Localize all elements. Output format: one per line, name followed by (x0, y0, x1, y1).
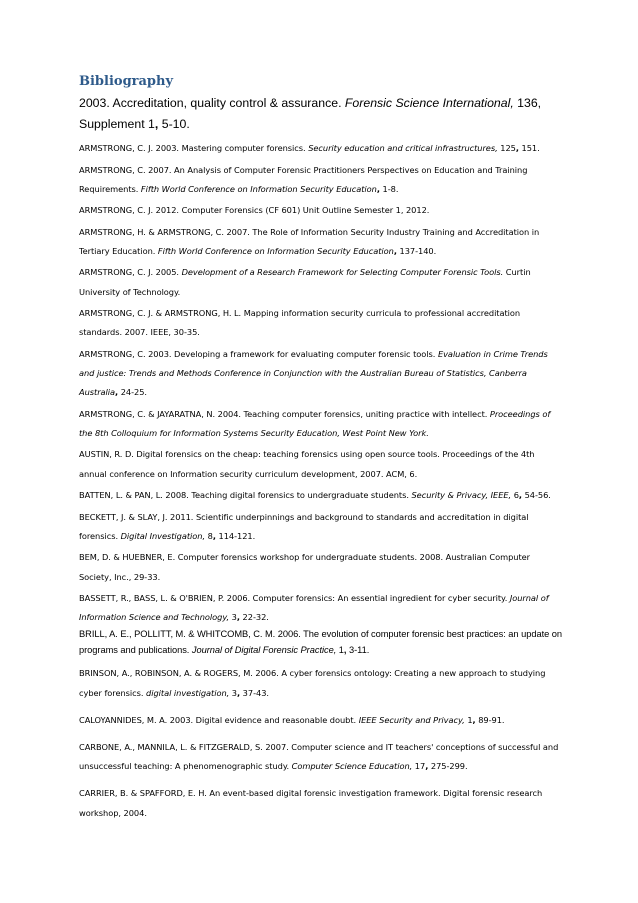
bibliography-entry: ARMSTRONG, C. J. 2012. Computer Forensics (CF 601) Unit Outline Semester 1, 2012. (79, 205, 430, 216)
bibliography-entry: BEM, D. & HUEBNER, E. Computer forensics workshop for undergraduate students. 2008. Australian Computer Society, Inc., 29-33. (79, 552, 531, 582)
bibliography-entry: BECKETT, J. & SLAY, J. 2011. Scientific underpinnings and background to standards and accreditation in digital forensics. Digital Investigation, 8, 114-121. (79, 511, 529, 541)
bibliography-entry: BRINSON, A., ROBINSON, A. & ROGERS, M. 2006. A cyber forensics ontology: Creating a new approach to studying cyber forensics. digital investigation, 3, 37-43. (79, 668, 546, 698)
bibliography-section (79, 73, 563, 825)
bibliography-entry: CALOYANNIDES, M. A. 2003. Digital evidence and reasonable doubt. IEEE Security and Privacy, 1, 89-91. (79, 714, 505, 725)
bibliography-entry: CARRIER, B. & SPAFFORD, E. H. An event-based digital forensic investigation framework. Digital forensic research workshop, 2004. (79, 788, 543, 818)
bibliography-entry: ARMSTRONG, C. J. & ARMSTRONG, H. L. Mapping information security curricula to professional accreditation standards. 2007. IEEE, 30-35. (79, 308, 521, 338)
bibliography-entry: CARBONE, A., MANNILA, L. & FITZGERALD, S. 2007. Computer science and IT teachers' conceptions of successful and unsuccessful teaching: A phenomenographic study. Computer Science Education, 17, 275-299. (79, 742, 559, 772)
bibliography-entry: ARMSTRONG, C. & JAYARATNA, N. 2004. Teaching computer forensics, uniting practice with intellect. Proceedings of the 8th Colloquium for Information Systems Security Education, West Point New York. (79, 408, 551, 438)
bibliography-entry: 2003. Accreditation, quality control & assurance. Forensic Science International, 136, Supplement 1, 5-10. (79, 96, 542, 131)
bibliography-entry: ARMSTRONG, C. J. 2003. Mastering computer forensics. Security education and critical infrastructures, 125, 151. (79, 143, 540, 153)
bibliography-entry: ARMSTRONG, C. 2003. Developing a framework for evaluating computer forensic tools. Evaluation in Crime Trends and justice: Trends and Methods Conference in Conjunction with the Australian Bureau of Statistics, Canberra Australia, 24-25. (79, 348, 548, 398)
bibliography-entry: AUSTIN, R. D. Digital forensics on the cheap: teaching forensics using open source tools. Proceedings of the 4th annual conference on Information security curriculum development, 2007. ACM, 6. (79, 449, 535, 479)
section-heading: Bibliography (79, 74, 174, 89)
bibliography-entry: BASSETT, R., BASS, L. & O'BRIEN, P. 2006. Computer forensics: An essential ingredient for cyber security. Journal of Information Science and Technology, 3, 22-32. (79, 593, 549, 623)
bibliography-entry: BATTEN, L. & PAN, L. 2008. Teaching digital forensics to undergraduate students. Security & Privacy, IEEE, 6, 54-56. (79, 490, 551, 501)
bibliography-entry: BRILL, A. E., POLLITT, M. & WHITCOMB, C. M. 2006. The evolution of computer forensic best practices: an update on programs and publications. Journal of Digital Forensic Practice, 1, 3-11. (79, 629, 562, 655)
bibliography-entry: ARMSTRONG, C. 2007. An Analysis of Computer Forensic Practitioners Perspectives on Education and Training Requirements. Fifth World Conference on Information Security Education, 1-8. (79, 164, 528, 194)
bibliography-entry: ARMSTRONG, H. & ARMSTRONG, C. 2007. The Role of Information Security Industry Training and Accreditation in Tertiary Education. Fifth World Conference on Information Security Education, 137-140. (79, 226, 540, 256)
bibliography-entry: ARMSTRONG, C. J. 2005. Development of a Research Framework for Selecting Computer Forensic Tools. Curtin University of Technology. (79, 267, 531, 297)
